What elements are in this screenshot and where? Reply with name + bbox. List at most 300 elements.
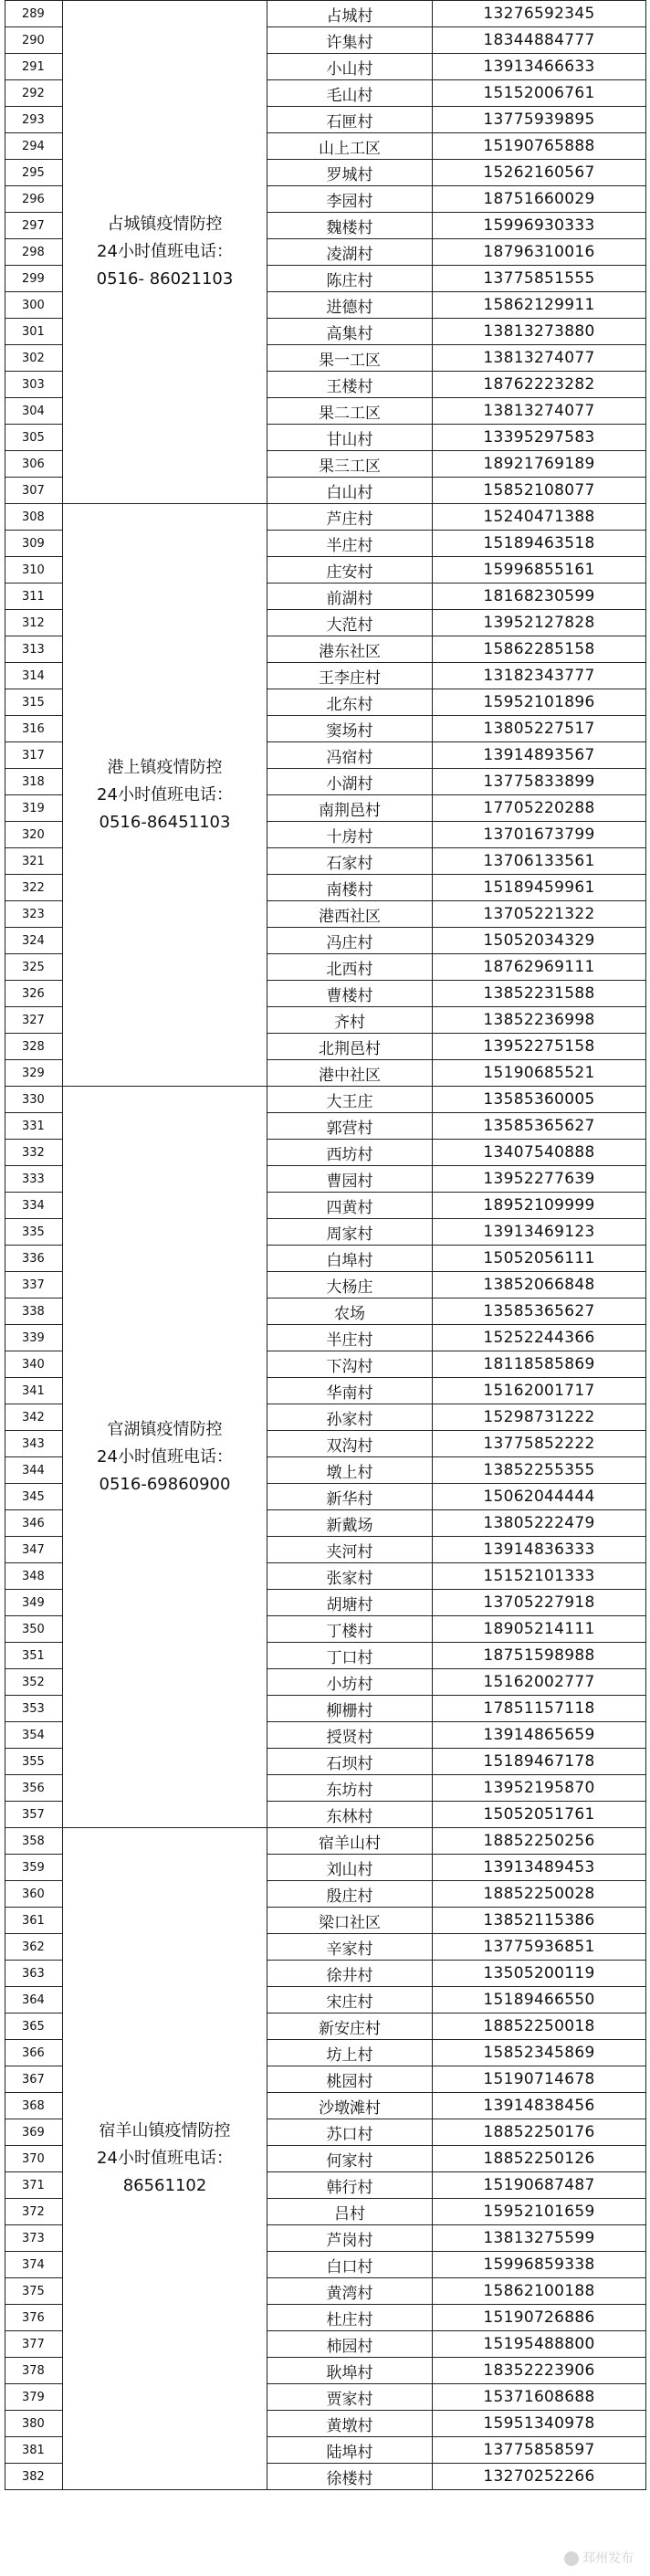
row-number: 319 (5, 795, 63, 822)
row-number: 339 (5, 1325, 63, 1351)
phone-number: 17851157118 (433, 1696, 646, 1722)
village-name: 半庄村 (267, 531, 433, 557)
phone-number: 15996930333 (433, 213, 646, 239)
row-number: 336 (5, 1246, 63, 1272)
phone-number: 13585365627 (433, 1113, 646, 1140)
row-number: 326 (5, 981, 63, 1007)
row-number: 353 (5, 1696, 63, 1722)
row-number: 328 (5, 1034, 63, 1060)
village-name: 小坊村 (267, 1669, 433, 1696)
village-name: 吕村 (267, 2199, 433, 2225)
village-name: 冯宿村 (267, 742, 433, 769)
phone-number: 13585365627 (433, 1299, 646, 1325)
phone-number: 13182343777 (433, 663, 646, 689)
phone-number: 13705227918 (433, 1590, 646, 1616)
village-name: 北东村 (267, 689, 433, 716)
phone-number: 13775936851 (433, 1934, 646, 1961)
row-number: 323 (5, 901, 63, 928)
row-number: 293 (5, 107, 63, 133)
village-name: 冯庄村 (267, 928, 433, 954)
row-number: 349 (5, 1590, 63, 1616)
village-name: 陆埠村 (267, 2437, 433, 2464)
row-number: 382 (5, 2464, 63, 2490)
village-name: 港中社区 (267, 1060, 433, 1087)
row-number: 303 (5, 372, 63, 398)
phone-number: 13852255355 (433, 1457, 646, 1484)
row-number: 380 (5, 2411, 63, 2437)
village-name: 辛家村 (267, 1934, 433, 1961)
phone-number: 18852250126 (433, 2146, 646, 2172)
village-name: 韩行村 (267, 2172, 433, 2199)
row-number: 364 (5, 1987, 63, 2013)
phone-number: 13952277639 (433, 1166, 646, 1193)
village-name: 丁口村 (267, 1643, 433, 1669)
village-name: 果一工区 (267, 345, 433, 372)
village-name: 宿羊山村 (267, 1828, 433, 1855)
phone-number: 15052056111 (433, 1246, 646, 1272)
row-number: 322 (5, 875, 63, 901)
row-number: 296 (5, 186, 63, 213)
row-number: 367 (5, 2066, 63, 2093)
row-number: 347 (5, 1537, 63, 1563)
village-name: 南楼村 (267, 875, 433, 901)
phone-number: 18762969111 (433, 954, 646, 981)
phone-number: 15371608688 (433, 2384, 646, 2411)
table-row (5, 504, 646, 531)
village-name: 新安庄村 (267, 2013, 433, 2040)
epidemic-hotline-table (5, 0, 646, 2490)
phone-number: 13775833899 (433, 769, 646, 795)
village-name: 白山村 (267, 478, 433, 504)
village-name: 白埠村 (267, 1246, 433, 1272)
row-number: 306 (5, 451, 63, 478)
town-hotline-number: 0516- 86021103 (96, 269, 234, 289)
village-name: 石家村 (267, 848, 433, 875)
hotline-label: 24小时值班电话： (97, 242, 233, 261)
hotline-label: 24小时值班电话： (97, 1446, 233, 1467)
village-name: 白口村 (267, 2252, 433, 2278)
village-name: 南荆邑村 (267, 795, 433, 822)
village-name: 宋庄村 (267, 1987, 433, 2013)
village-name: 梁口社区 (267, 1908, 433, 1934)
village-name: 石坝村 (267, 1749, 433, 1775)
row-number: 362 (5, 1934, 63, 1961)
village-name: 港西社区 (267, 901, 433, 928)
phone-number: 13914865659 (433, 1722, 646, 1749)
phone-number: 18921769189 (433, 451, 646, 478)
town-hotline-cell (63, 1, 267, 504)
village-name: 西坊村 (267, 1140, 433, 1166)
village-name: 贾家村 (267, 2384, 433, 2411)
village-name: 大王庄 (267, 1087, 433, 1113)
row-number: 359 (5, 1855, 63, 1881)
town-hotline-number: 0516-86451103 (99, 812, 231, 832)
town-hotline-cell (63, 1828, 267, 2490)
phone-number: 15862100188 (433, 2278, 646, 2305)
row-number: 351 (5, 1643, 63, 1669)
village-name: 果二工区 (267, 398, 433, 425)
village-name: 港东社区 (267, 636, 433, 663)
phone-number: 18952109999 (433, 1193, 646, 1219)
hotline-label: 24小时值班电话： (97, 2149, 233, 2168)
phone-number: 15852108077 (433, 478, 646, 504)
village-name: 华南村 (267, 1378, 433, 1404)
row-number: 316 (5, 716, 63, 742)
row-number: 337 (5, 1272, 63, 1299)
village-name: 徐井村 (267, 1961, 433, 1987)
village-name: 周家村 (267, 1219, 433, 1246)
watermark-text: 邳州发布 (582, 2551, 634, 2566)
row-number: 302 (5, 345, 63, 372)
phone-number: 15298731222 (433, 1404, 646, 1431)
village-name: 张家村 (267, 1563, 433, 1590)
phone-number: 15862285158 (433, 636, 646, 663)
village-name: 陈庄村 (267, 266, 433, 292)
village-name: 前湖村 (267, 584, 433, 610)
village-name: 庄安村 (267, 557, 433, 584)
phone-number: 15152101333 (433, 1563, 646, 1590)
phone-number: 15189466550 (433, 1987, 646, 2013)
row-number: 329 (5, 1060, 63, 1087)
row-number: 357 (5, 1802, 63, 1828)
row-number: 370 (5, 2146, 63, 2172)
phone-number: 13813274077 (433, 345, 646, 372)
phone-number: 13407540888 (433, 1140, 646, 1166)
row-number: 344 (5, 1457, 63, 1484)
town-hotline-cell (63, 504, 267, 1087)
phone-number: 13914838456 (433, 2093, 646, 2119)
row-number: 363 (5, 1961, 63, 1987)
row-number: 327 (5, 1007, 63, 1034)
town-hotline-number: 0516-69860900 (99, 1474, 231, 1494)
village-name: 黄墩村 (267, 2411, 433, 2437)
row-number: 299 (5, 266, 63, 292)
phone-number: 13952275158 (433, 1034, 646, 1060)
phone-number: 13952195870 (433, 1775, 646, 1802)
phone-number: 13913489453 (433, 1855, 646, 1881)
phone-number: 18762223282 (433, 372, 646, 398)
phone-number: 15190685521 (433, 1060, 646, 1087)
phone-number: 13914836333 (433, 1537, 646, 1563)
row-number: 331 (5, 1113, 63, 1140)
phone-number: 15189467178 (433, 1749, 646, 1775)
village-name: 大杨庄 (267, 1272, 433, 1299)
village-name: 孙家村 (267, 1404, 433, 1431)
row-number: 366 (5, 2040, 63, 2066)
phone-number: 18751598988 (433, 1643, 646, 1669)
row-number: 294 (5, 133, 63, 160)
row-number: 360 (5, 1881, 63, 1908)
phone-number: 15189459961 (433, 875, 646, 901)
row-number: 290 (5, 27, 63, 54)
village-name: 坊上村 (267, 2040, 433, 2066)
village-name: 徐楼村 (267, 2464, 433, 2490)
village-name: 农场 (267, 1299, 433, 1325)
town-name: 宿羊山镇疫情防控 (99, 2121, 231, 2140)
phone-number: 13775939895 (433, 107, 646, 133)
phone-number: 13585360005 (433, 1087, 646, 1113)
row-number: 348 (5, 1563, 63, 1590)
village-name: 新华村 (267, 1484, 433, 1510)
row-number: 371 (5, 2172, 63, 2199)
row-number: 311 (5, 584, 63, 610)
phone-number: 13913466633 (433, 54, 646, 80)
village-name: 夹河村 (267, 1537, 433, 1563)
village-name: 郭营村 (267, 1113, 433, 1140)
row-number: 381 (5, 2437, 63, 2464)
row-number: 308 (5, 504, 63, 531)
phone-number: 18852250018 (433, 2013, 646, 2040)
village-name: 东坊村 (267, 1775, 433, 1802)
village-name: 王李庄村 (267, 663, 433, 689)
town-hotline-cell (63, 1087, 267, 1828)
row-number: 346 (5, 1510, 63, 1537)
village-name: 桃园村 (267, 2066, 433, 2093)
contact-table-sheet (5, 0, 645, 2574)
row-number: 289 (5, 1, 63, 27)
phone-number: 15262160567 (433, 160, 646, 186)
row-number: 300 (5, 292, 63, 319)
phone-number: 15162002777 (433, 1669, 646, 1696)
row-number: 297 (5, 213, 63, 239)
village-name: 北西村 (267, 954, 433, 981)
town-name: 占城镇疫情防控 (107, 215, 223, 234)
village-name: 山上工区 (267, 133, 433, 160)
row-number: 376 (5, 2305, 63, 2331)
village-name: 墩上村 (267, 1457, 433, 1484)
row-number: 343 (5, 1431, 63, 1457)
phone-number: 18852250176 (433, 2119, 646, 2146)
phone-number: 15189463518 (433, 531, 646, 557)
row-number: 310 (5, 557, 63, 584)
village-name: 苏口村 (267, 2119, 433, 2146)
table-body (5, 1, 646, 2490)
village-name: 齐村 (267, 1007, 433, 1034)
row-number: 361 (5, 1908, 63, 1934)
phone-number: 15240471388 (433, 504, 646, 531)
phone-number: 15162001717 (433, 1378, 646, 1404)
phone-number: 13775858597 (433, 2437, 646, 2464)
table-row (5, 1087, 646, 1113)
phone-number: 18118585869 (433, 1351, 646, 1378)
row-number: 332 (5, 1140, 63, 1166)
village-name: 刘山村 (267, 1855, 433, 1881)
phone-number: 17705220288 (433, 795, 646, 822)
phone-number: 18751660029 (433, 186, 646, 213)
phone-number: 13705221322 (433, 901, 646, 928)
village-name: 杜庄村 (267, 2305, 433, 2331)
table-row (5, 1828, 646, 1855)
village-name: 毛山村 (267, 80, 433, 107)
phone-number: 15190726886 (433, 2305, 646, 2331)
row-number: 295 (5, 160, 63, 186)
village-name: 进德村 (267, 292, 433, 319)
watermark (564, 2549, 634, 2567)
row-number: 314 (5, 663, 63, 689)
village-name: 柿园村 (267, 2331, 433, 2358)
phone-number: 13505200119 (433, 1961, 646, 1987)
phone-number: 15952101659 (433, 2199, 646, 2225)
phone-number: 13852066848 (433, 1272, 646, 1299)
row-number: 340 (5, 1351, 63, 1378)
phone-number: 15152006761 (433, 80, 646, 107)
village-name: 北荆邑村 (267, 1034, 433, 1060)
table-row (5, 1, 646, 27)
phone-number: 13813274077 (433, 398, 646, 425)
row-number: 377 (5, 2331, 63, 2358)
village-name: 柳栅村 (267, 1696, 433, 1722)
row-number: 304 (5, 398, 63, 425)
village-name: 胡塘村 (267, 1590, 433, 1616)
row-number: 350 (5, 1616, 63, 1643)
village-name: 下沟村 (267, 1351, 433, 1378)
phone-number: 13914893567 (433, 742, 646, 769)
village-name: 许集村 (267, 27, 433, 54)
row-number: 372 (5, 2199, 63, 2225)
phone-number: 18352223906 (433, 2358, 646, 2384)
village-name: 占城村 (267, 1, 433, 27)
phone-number: 15952101896 (433, 689, 646, 716)
phone-number: 13805222479 (433, 1510, 646, 1537)
row-number: 333 (5, 1166, 63, 1193)
row-number: 334 (5, 1193, 63, 1219)
phone-number: 18796310016 (433, 239, 646, 266)
row-number: 335 (5, 1219, 63, 1246)
phone-number: 15852345869 (433, 2040, 646, 2066)
row-number: 312 (5, 610, 63, 636)
phone-number: 13852231588 (433, 981, 646, 1007)
row-number: 369 (5, 2119, 63, 2146)
row-number: 313 (5, 636, 63, 663)
village-name: 何家村 (267, 2146, 433, 2172)
row-number: 309 (5, 531, 63, 557)
row-number: 298 (5, 239, 63, 266)
phone-number: 15996855161 (433, 557, 646, 584)
phone-number: 13852236998 (433, 1007, 646, 1034)
phone-number: 18905214111 (433, 1616, 646, 1643)
village-name: 甘山村 (267, 425, 433, 451)
town-name: 港上镇疫情防控 (107, 757, 223, 777)
phone-number: 15195488800 (433, 2331, 646, 2358)
row-number: 315 (5, 689, 63, 716)
village-name: 小湖村 (267, 769, 433, 795)
village-name: 果三工区 (267, 451, 433, 478)
phone-number: 15252244366 (433, 1325, 646, 1351)
row-number: 365 (5, 2013, 63, 2040)
row-number: 301 (5, 319, 63, 345)
village-name: 十房村 (267, 822, 433, 848)
row-number: 354 (5, 1722, 63, 1749)
phone-number: 13852115386 (433, 1908, 646, 1934)
village-name: 王楼村 (267, 372, 433, 398)
village-name: 双沟村 (267, 1431, 433, 1457)
row-number: 368 (5, 2093, 63, 2119)
phone-number: 15862129911 (433, 292, 646, 319)
village-name: 高集村 (267, 319, 433, 345)
phone-number: 18344884777 (433, 27, 646, 54)
phone-number: 13276592345 (433, 1, 646, 27)
row-number: 291 (5, 54, 63, 80)
row-number: 379 (5, 2384, 63, 2411)
village-name: 曹园村 (267, 1166, 433, 1193)
village-name: 窦场村 (267, 716, 433, 742)
phone-number: 15190687487 (433, 2172, 646, 2199)
phone-number: 13701673799 (433, 822, 646, 848)
row-number: 307 (5, 478, 63, 504)
row-number: 355 (5, 1749, 63, 1775)
village-name: 大范村 (267, 610, 433, 636)
row-number: 345 (5, 1484, 63, 1510)
village-name: 李园村 (267, 186, 433, 213)
village-name: 芦庄村 (267, 504, 433, 531)
row-number: 356 (5, 1775, 63, 1802)
phone-number: 15052051761 (433, 1802, 646, 1828)
village-name: 授贤村 (267, 1722, 433, 1749)
hotline-label: 24小时值班电话： (97, 784, 233, 804)
village-name: 黄湾村 (267, 2278, 433, 2305)
row-number: 330 (5, 1087, 63, 1113)
row-number: 358 (5, 1828, 63, 1855)
town-name: 官湖镇疫情防控 (107, 1419, 223, 1439)
village-name: 曹楼村 (267, 981, 433, 1007)
phone-number: 13952127828 (433, 610, 646, 636)
town-hotline-number: 86561102 (122, 2176, 207, 2195)
row-number: 341 (5, 1378, 63, 1404)
row-number: 321 (5, 848, 63, 875)
phone-number: 13805227517 (433, 716, 646, 742)
village-name: 沙墩滩村 (267, 2093, 433, 2119)
row-number: 373 (5, 2225, 63, 2252)
row-number: 318 (5, 769, 63, 795)
village-name: 丁楼村 (267, 1616, 433, 1643)
phone-number: 13813275599 (433, 2225, 646, 2252)
village-name: 四黄村 (267, 1193, 433, 1219)
village-name: 殷庄村 (267, 1881, 433, 1908)
watermark-logo-icon (564, 2551, 579, 2566)
row-number: 374 (5, 2252, 63, 2278)
village-name: 耿埠村 (267, 2358, 433, 2384)
village-name: 石匣村 (267, 107, 433, 133)
row-number: 317 (5, 742, 63, 769)
row-number: 320 (5, 822, 63, 848)
village-name: 半庄村 (267, 1325, 433, 1351)
village-name: 罗城村 (267, 160, 433, 186)
row-number: 292 (5, 80, 63, 107)
row-number: 325 (5, 954, 63, 981)
phone-number: 18168230599 (433, 584, 646, 610)
row-number: 352 (5, 1669, 63, 1696)
row-number: 342 (5, 1404, 63, 1431)
phone-number: 13813273880 (433, 319, 646, 345)
phone-number: 15996859338 (433, 2252, 646, 2278)
village-name: 芦岗村 (267, 2225, 433, 2252)
phone-number: 18852250028 (433, 1881, 646, 1908)
phone-number: 13913469123 (433, 1219, 646, 1246)
village-name: 魏楼村 (267, 213, 433, 239)
row-number: 338 (5, 1299, 63, 1325)
row-number: 375 (5, 2278, 63, 2305)
row-number: 324 (5, 928, 63, 954)
phone-number: 13706133561 (433, 848, 646, 875)
phone-number: 15052034329 (433, 928, 646, 954)
row-number: 305 (5, 425, 63, 451)
row-number: 378 (5, 2358, 63, 2384)
phone-number: 13395297583 (433, 425, 646, 451)
phone-number: 15190714678 (433, 2066, 646, 2093)
village-name: 小山村 (267, 54, 433, 80)
village-name: 新戴场 (267, 1510, 433, 1537)
village-name: 凌湖村 (267, 239, 433, 266)
